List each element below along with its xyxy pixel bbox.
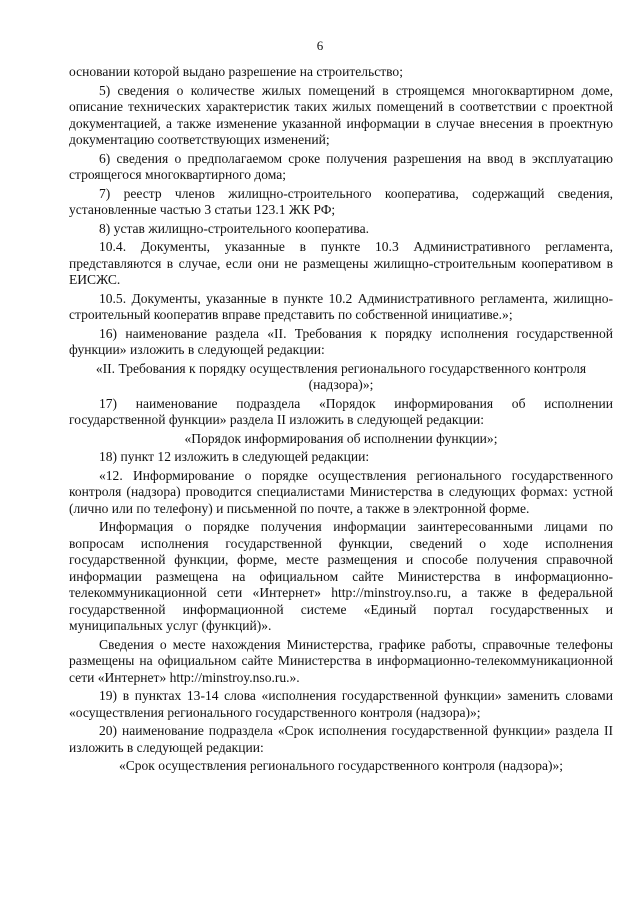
- page-number: 6: [316, 38, 324, 53]
- paragraph: 18) пункт 12 изложить в следующей редакции:: [99, 449, 370, 464]
- subsection-heading: «Срок осуществления регионального государственного контроля (надзора)»;: [118, 758, 564, 773]
- paragraph: 10.5. Документы, указанные в пункте 10.2 Административного регламента, жилищно-строительный кооператив вправе представить по собственной инициативе.»;: [69, 290, 613, 322]
- paragraph: 16) наименование раздела «II. Требования к порядку исполнения государственной функции» изложить в следующей редакции:: [69, 325, 613, 357]
- paragraph: 8) устав жилищно-строительного кооператива.: [99, 220, 370, 236]
- paragraph: 10.4. Документы, указанные в пункте 10.3 Административного регламента, представляются в случае, если они не размещены жилищно-строительным кооперативом в ЕИСЖС.: [69, 239, 613, 287]
- paragraph: 17) наименование подраздела «Порядок информирования об исполнении государственной функции» раздела II изложить в следующей редакции:: [69, 395, 613, 427]
- subsection-heading: «Порядок информирования об исполнении функции»;: [184, 430, 498, 446]
- paragraph: Сведения о месте нахождения Министерства, графике работы, справочные телефоны размещены на официальном сайте Министерства в информационно-телекоммуникационной сети «Интернет» http://minstroy.nso.ru.».: [69, 636, 613, 685]
- paragraph: «12. Информирование о порядке осуществления регионального государственного контроля (надзора) проводится специалистами Министерства в следующих формах: устной (лично или по телефону) и письменной по почте, а также в электронной форме.: [69, 467, 613, 516]
- paragraph: основании которой выдано разрешение на строительство;: [69, 64, 403, 79]
- paragraph: Информация о порядке получения информации заинтересованными лицами по вопросам исполнения государственной функции, сведений о ходе исполнения государственной функции, форме, месте размещения и способе получения справочной информации размещена на официальном сайте Министерства в информационно-телекоммуникационной сети «Интернет» http://minstroy.nso.ru, а также в федеральной государственной информационной системе «Единый портал государственных и муниципальных услуг (функций)».: [69, 519, 613, 633]
- paragraph: 19) в пунктах 13-14 слова «исполнения государственной функции» заменить словами «осуществления регионального государственного контроля (надзора)»;: [69, 688, 613, 720]
- paragraph: 20) наименование подраздела «Срок исполнения государственной функции» раздела II изложить в следующей редакции:: [69, 723, 613, 755]
- section-heading: «II. Требования к порядку осуществления регионального государственного контроля (надзора)»;: [95, 360, 587, 392]
- document-body: [69, 64, 613, 777]
- paragraph: 6) сведения о предполагаемом сроке получения разрешения на ввод в эксплуатацию строящегося многоквартирного дома;: [69, 150, 613, 182]
- paragraph: 7) реестр членов жилищно-строительного кооператива, содержащий сведения, установленные частью 3 статьи 123.1 ЖК РФ;: [69, 185, 613, 217]
- paragraph: 5) сведения о количестве жилых помещений в строящемся многоквартирном доме, описание технических характеристик таких жилых помещений в соответствии с проектной документацией, а также изменение указанной информации в случае внесения в проектную документацию соответствующих изменений;: [69, 82, 613, 147]
